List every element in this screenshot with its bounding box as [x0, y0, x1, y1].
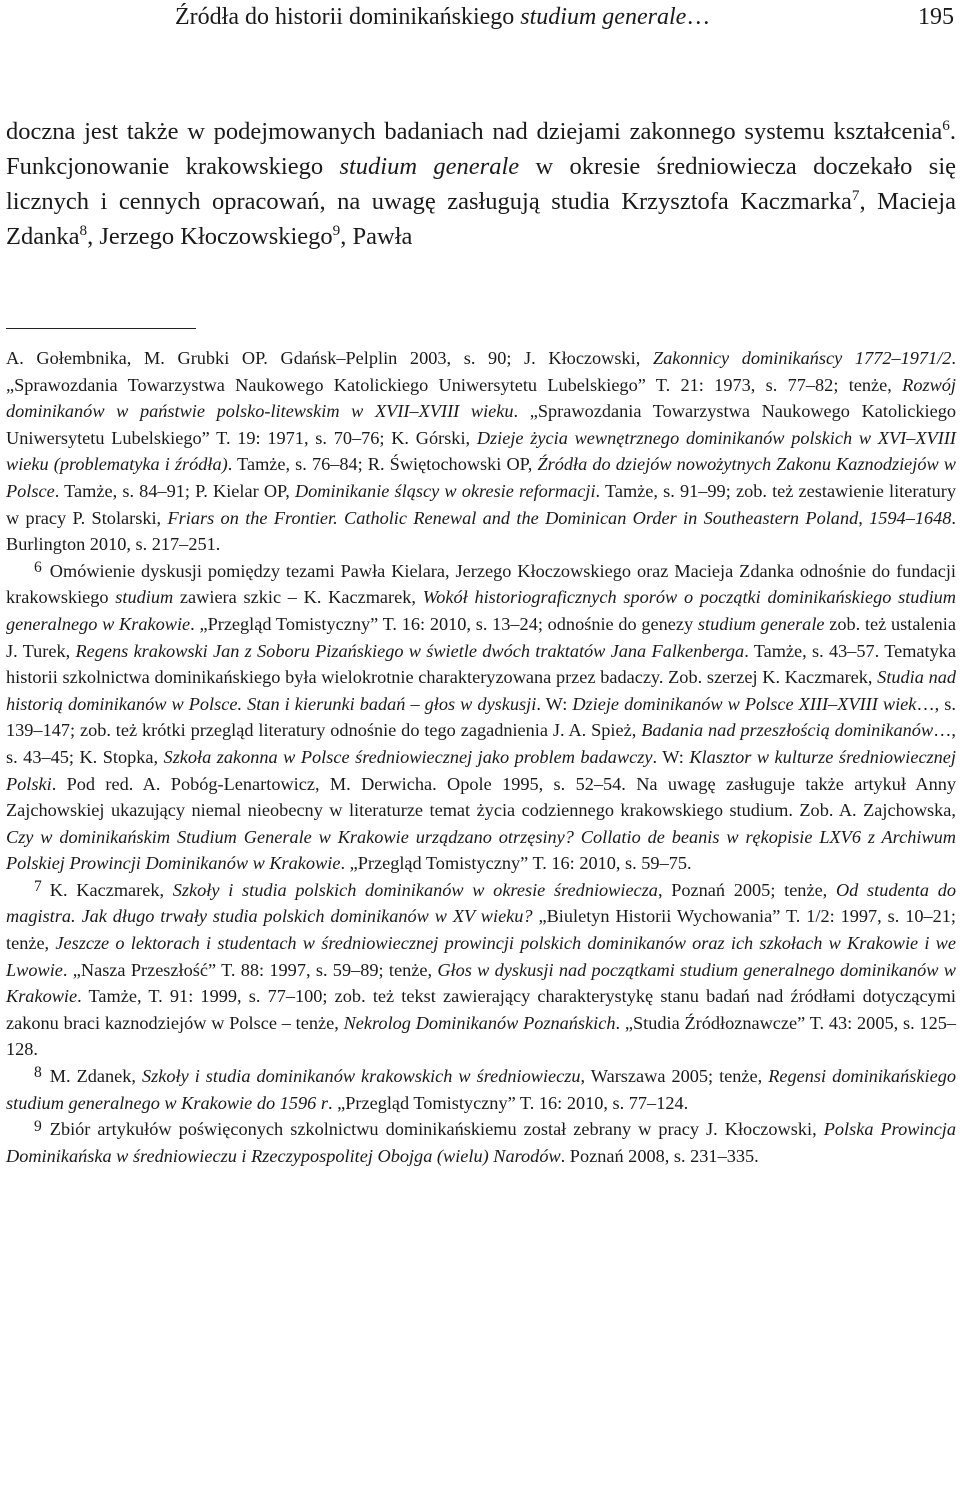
text-run: . Burlington 2010, s. 217–251. — [6, 507, 956, 555]
text-run: . Pod red. A. Pobóg-Lenartowicz, M. Derwicha. Opole 1995, s. 52–54. Na uwagę zasługuje także artykuł Anny Zajchowskiej ukazujący niemal nieobecny w literaturze temat życia codziennego krakowskiego studium. Zob. A. Zajchowska, — [6, 773, 956, 821]
text-run: . W: — [536, 693, 573, 714]
footnote-9 — [6, 1116, 956, 1169]
italic-run: Zakonnicy dominikańscy 1772–1971/2 — [652, 348, 952, 368]
italic-run: Dominikanie śląscy w okresie reformacji — [294, 480, 596, 501]
italic-run: Od studenta do magistra. Jak długo trwały studia polskich dominikanów w XV wieku? — [6, 879, 956, 927]
italic-run: studium — [115, 587, 174, 608]
italic-run: Klasztor w kulturze średniowiecznej Polski — [6, 746, 957, 794]
italic-run: Dzieje dominikanów w Polsce XIII–XVIII wiek — [572, 693, 917, 714]
text-run: . „Przegląd Tomistyczny” T. 16: 2010, s. 13–24; odnośnie do genezy — [190, 613, 698, 634]
footnote-continuation — [6, 345, 956, 558]
text-run: . Funkcjonowanie krakowskiego — [6, 118, 956, 180]
text-run: doczna jest także w podejmowanych badaniach nad dziejami zakonnego systemu kształcenia — [6, 118, 943, 145]
footnote-ref[interactable]: 7 — [851, 186, 860, 204]
italic-run: Czy w dominikańskim Studium Generale w Krakowie urządzano otrzęsiny? Collatio de beanis w rękopisie LXV6 z Archiwum Polskiej Prowincji Dominikanów w Krakowie — [6, 826, 956, 874]
italic-run: Dzieje życia wewnętrznego dominikanów polskich w XVI–XVIII wieku (problematyka i źródła) — [6, 427, 956, 475]
footnote-ref[interactable]: 8 — [79, 221, 88, 239]
text-run: A. Gołembnika, M. Grubki OP. Gdańsk–Pelplin 2003, s. 90; J. Kłoczowski, — [6, 348, 653, 368]
footnote-7 — [6, 877, 956, 1063]
text-run: M. Zdanek, — [49, 1066, 143, 1087]
text-run: , Pawła — [340, 223, 413, 250]
italic-run: Wokół historiograficznych sporów o początki dominikańskiego studium generalnego w Krakowie — [6, 587, 956, 634]
text-run: . Tamże, s. 43–57. Tematyka historii szkolnictwa dominikańskiego była wielokrotnie charakteryzowana przez badaczy. Zob. szerzej K. Kaczmarek, — [6, 640, 957, 688]
text-run: Zbiór artykułów poświęconych szkolnictwu dominikańskiemu został zebrany w pracy J. Kłoczowski, — [49, 1119, 824, 1140]
running-title — [175, 4, 710, 31]
italic-run: studium generale — [697, 613, 825, 634]
italic-run: Studia nad historią dominikanów w Polsce. Stan i kierunki badań – głos w dyskusji — [6, 667, 956, 714]
page-header — [0, 4, 960, 36]
footnote-marker: 7 — [34, 878, 42, 896]
italic-run: studium generale — [339, 153, 520, 180]
footnote-6 — [6, 558, 956, 877]
body-paragraph — [6, 114, 956, 254]
text-run: „Biuletyn Historii Wychowania” T. 1/2: 1997, s. 10–21; tenże, — [6, 906, 956, 954]
running-title-text: Źródła do historii dominikańskiego — [175, 4, 521, 30]
italic-run: Szkoły i studia dominikanów krakowskich w średniowieczu — [142, 1066, 581, 1087]
footnote-ref[interactable]: 9 — [332, 221, 341, 239]
italic-run: Szkoły i studia polskich dominikanów w okresie średniowiecza — [172, 879, 658, 900]
text-run: , Warszawa 2005; tenże, — [580, 1066, 769, 1087]
page-number: 195 — [918, 4, 954, 30]
running-title-ellipsis: … — [686, 4, 711, 30]
italic-run: Nekrolog Dominikanów Poznańskich — [343, 1012, 616, 1033]
text-run: . Tamże, s. 91–99; zob. też zestawienie literatury w pracy P. Stolarski, — [6, 480, 956, 528]
italic-run: Głos w dyskusji nad początkami studium generalnego dominikanów w Krakowie — [6, 959, 956, 1007]
text-run: . Tamże, s. 76–84; R. Świętochowski OP, — [227, 454, 538, 475]
text-run: . W: — [652, 746, 690, 767]
text-run: …, s. 139–147; zob. też krótki przegląd literatury odnośnie do tego zagadnienia J. A. Spież, — [6, 693, 956, 741]
italic-run: Friars on the Frontier. Catholic Renewal and the Dominican Order in Southeastern Poland, 1594–1648 — [167, 507, 952, 528]
footnote-separator — [6, 328, 196, 329]
footnotes — [6, 345, 956, 1169]
italic-run: Badania nad przeszłością dominikanów — [641, 720, 934, 741]
text-run: . Tamże, T. 91: 1999, s. 77–100; zob. też tekst zawierający charakterystykę stanu badań nad źródłami dotyczącymi zakonu braci kaznodziejów w Polsce – tenże, — [6, 986, 956, 1033]
text-run: Omówienie dyskusji pomiędzy tezami Pawła Kielara, Jerzego Kłoczowskiego oraz Macieja Zdanka odnośnie do fundacji krakowskiego — [6, 560, 956, 608]
text-run: . „Nasza Przeszłość” T. 88: 1997, s. 59–89; tenże, — [62, 959, 438, 980]
italic-run: Regensi dominikańskiego studium generalnego w Krakowie do 1596 r — [6, 1066, 957, 1113]
text-run: . „Przegląd Tomistyczny” T. 16: 2010, s. 77–124. — [327, 1092, 689, 1113]
text-run: . Tamże, s. 84–91; P. Kielar OP, — [54, 480, 295, 501]
text-run: zob. też ustalenia J. Turek, — [6, 613, 956, 661]
text-run: …, s. 43–45; K. Stopka, — [6, 720, 956, 767]
text-run: K. Kaczmarek, — [49, 879, 173, 900]
footnote-marker: 9 — [34, 1117, 42, 1135]
footnote-ref[interactable]: 6 — [942, 116, 950, 134]
footnote-marker: 6 — [34, 559, 42, 577]
footnote-8 — [6, 1063, 956, 1116]
text-run: . „Sprawozdania Towarzystwa Naukowego Katolickiego Uniwersytetu Lubelskiego” T. 21: 1973, s. 77–82; tenże, — [6, 348, 956, 395]
text-run: w okresie średniowiecza doczekało się licznych i cennych opracowań, na uwagę zasługują studia Krzysztofa Kaczmarka — [6, 153, 957, 215]
footnote-marker: 8 — [34, 1064, 42, 1082]
text-run: . „Sprawozdania Towarzystwa Naukowego Katolickiego Uniwersytetu Lubelskiego” T. 19: 1971, s. 70–76; K. Górski, — [6, 401, 956, 448]
italic-run: Jeszcze o lektorach i studentach w średniowiecznej prowincji polskich dominikanów oraz ich szkołach w Krakowie i we Lwowie — [6, 933, 956, 980]
body-text — [6, 114, 956, 254]
italic-run: Rozwój dominikanów w państwie polsko-litewskim w XVII–XVIII wieku — [6, 374, 956, 422]
text-run: . Poznań 2008, s. 231–335. — [560, 1145, 759, 1166]
text-run: zawiera szkic – K. Kaczmarek, — [173, 587, 423, 608]
italic-run: Źródła do dziejów nowożytnych Zakonu Kaznodziejów w Polsce — [6, 454, 956, 501]
text-run: , Poznań 2005; tenże, — [657, 879, 836, 900]
running-title-italic: studium generale — [520, 4, 687, 30]
text-run: . „Studia Źródłoznawcze” T. 43: 2005, s. 125–128. — [6, 1012, 956, 1060]
italic-run: Regens krakowski Jan z Soboru Pizańskiego w świetle dwóch traktatów Jana Falkenberga — [75, 640, 745, 661]
text-run: , Jerzego Kłoczowskiego — [87, 223, 333, 250]
text-run: , Macieja Zdanka — [6, 188, 956, 250]
text-run: . „Przegląd Tomistyczny” T. 16: 2010, s. 59–75. — [340, 853, 692, 874]
italic-run: Szkoła zakonna w Polsce średniowiecznej jako problem badawczy — [163, 746, 653, 767]
italic-run: Polska Prowincja Dominikańska w średniowieczu i Rzeczypospolitej Obojga (wielu) Narodów — [6, 1119, 956, 1166]
